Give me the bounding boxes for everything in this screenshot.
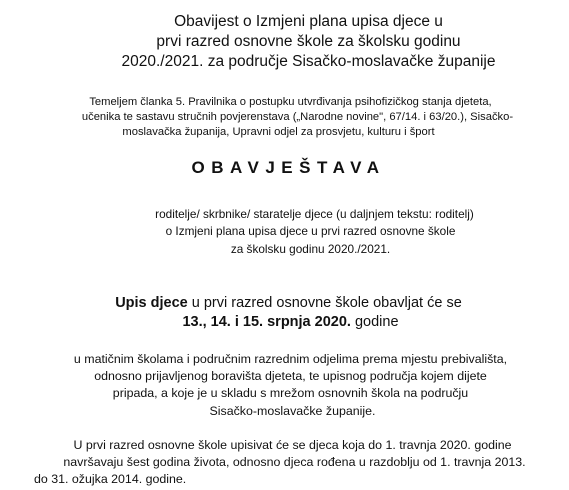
enrollment-line-1 xyxy=(4,294,569,312)
addressees-line-2: o Izmjeni plana upisa djece u prvi razred osnovne škole xyxy=(165,224,456,238)
title-line-2: prvi razred osnovne škole za školsku godinu xyxy=(156,33,461,50)
announce-heading: OBAVJEŠTAVA xyxy=(191,158,386,177)
intro-line-1: Temeljem članka 5. Pravilnika o postupku utvrđivanja psihofizičkog stanja djeteta, xyxy=(89,96,492,108)
title-line-3: 2020./2021. za područje Sisačko-moslavačke županije xyxy=(121,53,496,70)
addressees-line-3: za školsku godinu 2020./2021. xyxy=(230,242,391,256)
enrollment-text-1: u prvi razred osnovne škole obavljat će se xyxy=(187,295,462,311)
addressees-line-1: roditelje/ skrbnike/ staratelje djece (u daljnjem tekstu: roditelj) xyxy=(155,207,474,221)
eligibility-line-2: navršavaju šest godina života, odnosno djeca rođena u razdoblju od 1. travnja 2013. xyxy=(63,455,526,469)
enrollment-bold-1: Upis djece xyxy=(115,295,188,311)
location-line-2: odnosno prijavljenog boravišta djeteta, te upisnog područja kojem dijete xyxy=(94,369,487,383)
eligibility-line-1: U prvi razred osnovne škole upisivat će se djeca koja do 1. travnja 2020. godine xyxy=(73,438,512,452)
location-line-4: Sisačko-moslavačke županije. xyxy=(209,404,376,418)
eligibility-line-3: do 31. ožujka 2014. godine. xyxy=(34,472,187,486)
intro-line-2: učenika te sastavu stručnih povjerenstava („Narodne novine", 67/14. i 63/20.), Sisačko- xyxy=(81,111,514,123)
enrollment-line-2 xyxy=(6,313,569,331)
intro-line-3: moslavačka županija, Upravni odjel za prosvjetu, kulturu i šport xyxy=(122,126,435,138)
location-line-1: u matičnim školama i područnim razrednim odjelima prema mjestu prebivališta, xyxy=(73,352,508,366)
location-line-3: pripada, a koje je u skladu s mrežom osnovnih škola na području xyxy=(112,386,469,400)
title-line-1: Obavijest o Izmjeni plana upisa djece u xyxy=(174,13,443,30)
enrollment-text-2: godine xyxy=(350,314,399,330)
enrollment-dates: 13., 14. i 15. srpnja 2020. xyxy=(182,314,351,330)
